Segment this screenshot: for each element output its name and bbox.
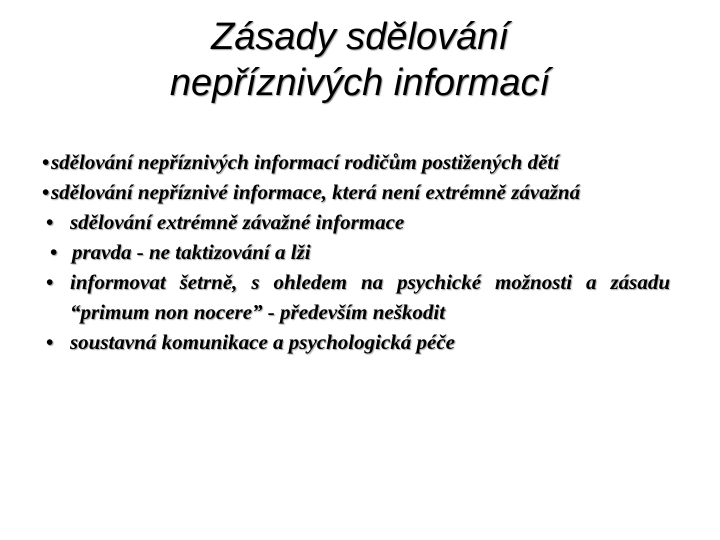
bullet-dot-icon: • [42,150,50,174]
bullet-dot-icon: • [50,240,58,264]
bullet-list [42,147,670,357]
bullet-text: informovat šetrně, s ohledem na psychické možnosti a zásadu “primum non nocere” - především neškodit [70,270,670,324]
bullet-item [42,237,670,267]
slide-title [0,14,720,106]
bullet-text: sdělování extrémně závažné informace [70,210,405,234]
bullet-dot-icon: • [42,180,50,204]
bullet-item [42,267,670,327]
bullet-item [42,147,670,177]
bullet-item [42,327,670,357]
bullet-text: pravda - ne taktizování a lži [72,240,311,264]
bullet-item [42,177,670,207]
bullet-dot-icon: • [46,210,54,234]
bullet-text: sdělování nepříznivé informace, která není extrémně závažná [51,180,581,204]
bullet-text: sdělování nepříznivých informací rodičům postižených dětí [51,150,560,174]
slide-title-line-1: Zásady sdělování [211,16,509,58]
slide-title-line-2: nepříznivých informací [169,62,551,104]
bullet-dot-icon: • [46,330,54,354]
bullet-item [42,207,670,237]
bullet-text: soustavná komunikace a psychologická péče [70,330,455,354]
bullet-dot-icon: • [46,270,54,294]
